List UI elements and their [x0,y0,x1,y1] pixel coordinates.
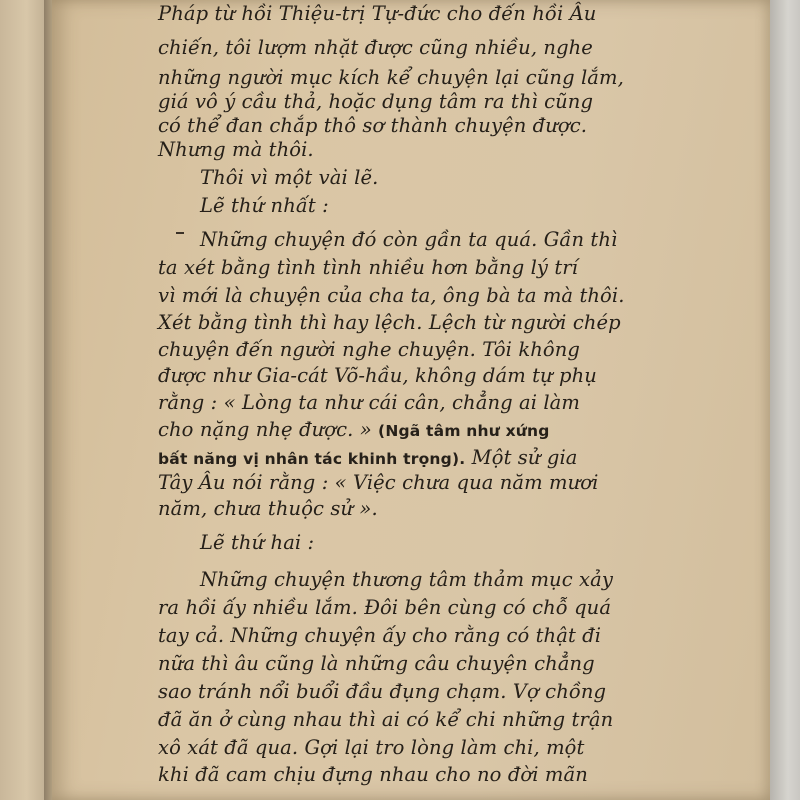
text-line: năm, chưa thuộc sử ». [158,497,378,520]
text-line: có thể đan chắp thô sơ thành chuyện được. [158,114,588,137]
text-line: Thôi vì một vài lẽ. [200,166,379,189]
text-line: tay cả. Những chuyện ấy cho rằng có thật đi [158,624,602,647]
text-line [158,446,578,469]
section-heading: Lẽ thứ hai : [200,531,315,554]
section-heading: Lẽ thứ nhất : [200,194,329,217]
text-line [158,418,550,441]
table-surface [770,0,800,800]
left-page-edge [0,0,48,800]
text-line: khi đã cam chịu đựng nhau cho no đời mãn [158,763,588,786]
text-span: Một sử gia [471,446,578,469]
text-line: Xét bằng tình thì hay lệch. Lệch từ người chép [158,311,621,334]
text-line: chuyện đến người nghe chuyện. Tôi không [158,338,580,361]
text-line: ta xét bằng tình tình nhiều hơn bằng lý trí [158,256,579,279]
text-line: Tây Âu nói rằng : « Việc chưa qua năm mươi [158,471,599,494]
text-line: Những chuyện thương tâm thảm mục xảy [200,568,613,591]
text-line: rằng : « Lòng ta như cái cân, chẳng ai làm [158,391,580,414]
text-line: Pháp từ hồi Thiệu-trị Tự-đức cho đến hồi Âu [158,2,597,25]
text-line: những người mục kích kể chuyện lại cũng lắm, [158,66,624,89]
text-line: giá vô ý cầu thả, hoặc dụng tâm ra thì cũng [158,90,594,113]
text-line: được như Gia-cát Võ-hầu, không dám tự phụ [158,364,597,387]
text-line: ra hồi ấy nhiều lắm. Đôi bên cùng có chỗ quá [158,596,612,619]
text-line: Những chuyện đó còn gần ta quá. Gần thì [200,228,618,251]
text-line: vì mới là chuyện của cha ta, ông bà ta mà thôi. [158,284,625,307]
text-line: nữa thì âu cũng là những câu chuyện chẳng [158,652,595,675]
text-line: chiến, tôi lượm nhặt được cũng nhiều, nghe [158,36,593,59]
text-line: sao tránh nổi buổi đầu đụng chạm. Vợ chồng [158,680,607,703]
chinese-gloss-bold: (Ngã tâm như xứng [378,422,550,440]
chinese-gloss-bold: bất năng vị nhân tác khinh trọng). [158,450,466,468]
text-line: Nhưng mà thôi. [158,138,314,161]
ink-mark [176,232,184,234]
text-line: đã ăn ở cùng nhau thì ai có kể chi những trận [158,708,614,731]
text-span: cho nặng nhẹ được. » [158,418,372,441]
text-line: xô xát đã qua. Gợi lại tro lòng làm chi, một [158,736,585,759]
